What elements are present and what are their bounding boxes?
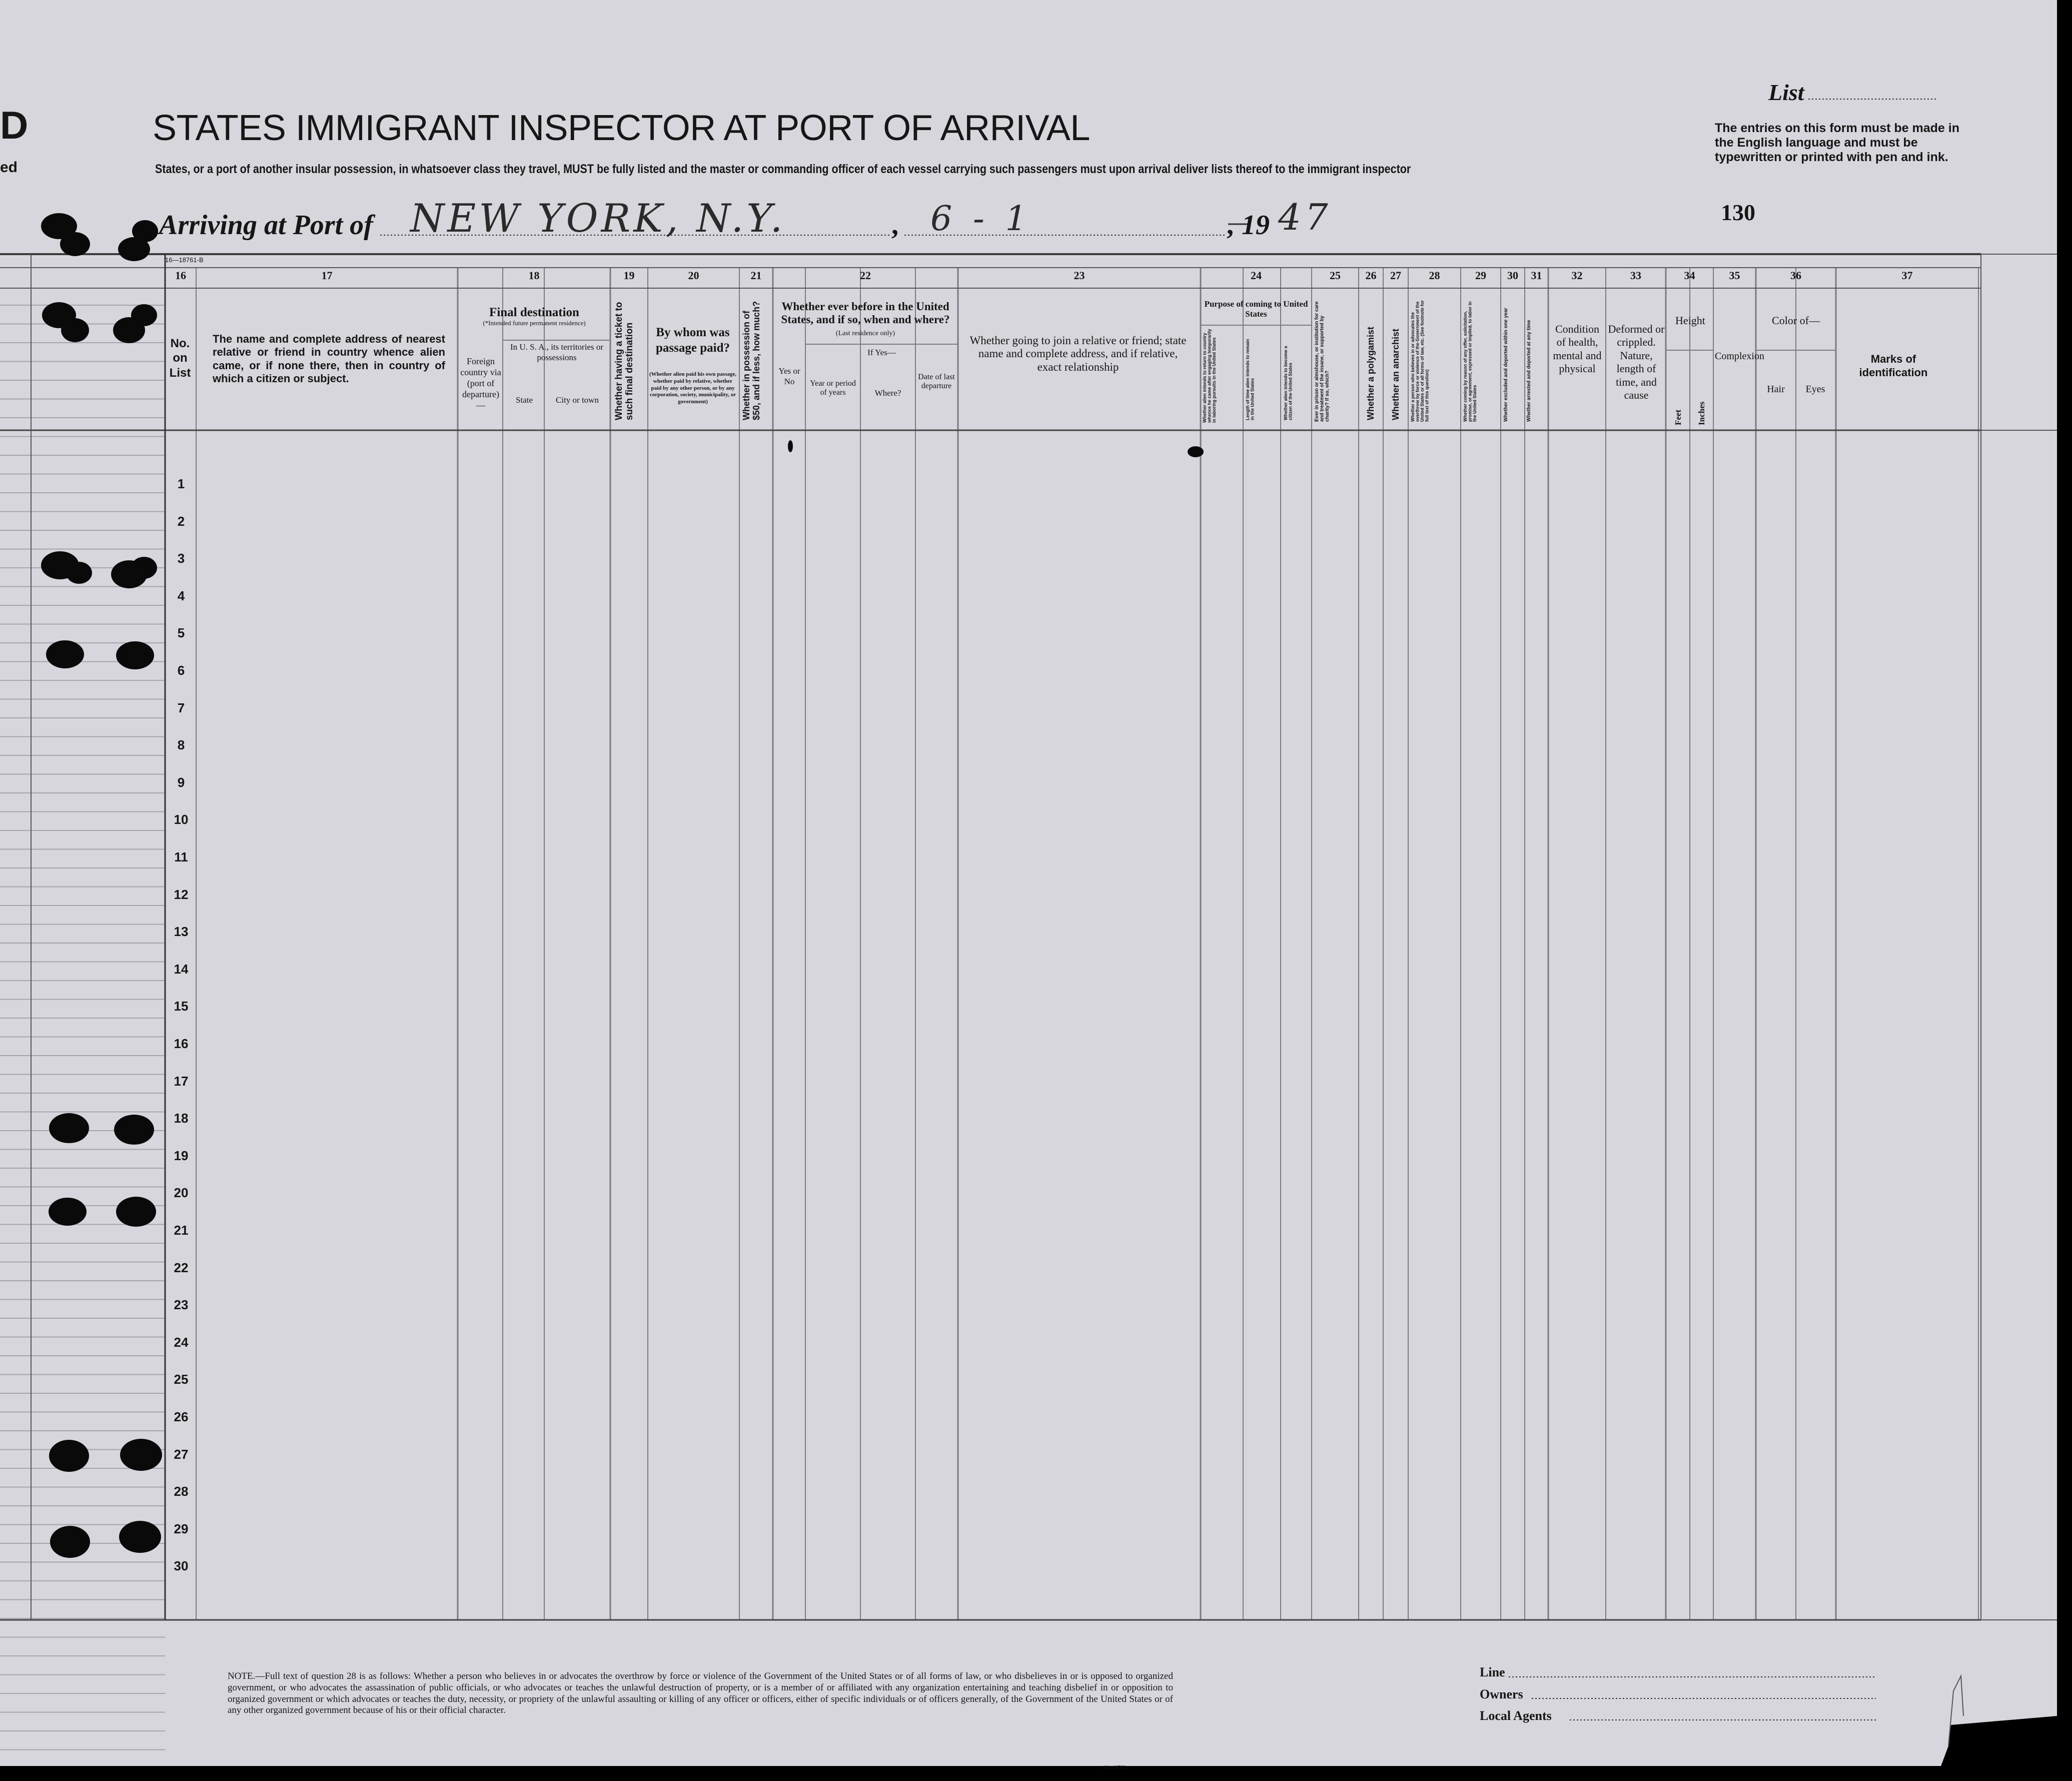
col22-where: Where? — [874, 388, 901, 398]
form-code-bottom: 16—18762 — [1103, 1765, 1126, 1770]
col18-title: Final destination — [489, 306, 579, 319]
column-number: 35 — [1729, 269, 1740, 282]
row-number: 9 — [177, 774, 185, 790]
col36-eyes: Eyes — [1805, 384, 1825, 395]
column-number: 29 — [1475, 269, 1486, 282]
column-number: 36 — [1790, 269, 1801, 282]
page-number: 130 — [1721, 200, 1755, 225]
column-number: 27 — [1390, 269, 1401, 282]
form-code-top: 16—18761-B — [165, 256, 204, 264]
col22-date: Date of last departure — [918, 373, 955, 391]
row-number: 6 — [177, 663, 185, 678]
col36-title: Color of— — [1772, 314, 1820, 327]
col25-header: Ever in prison or almshouse, or institution for care and treatment of the insane, or supported by charity? If so, which? — [1314, 301, 1330, 422]
column-number: 21 — [750, 269, 762, 282]
col22-note: (Last residence only) — [835, 330, 895, 337]
col19-header: Whether having a ticket to such final destination — [614, 302, 635, 420]
row-number: 26 — [174, 1409, 189, 1424]
row-number: 30 — [174, 1558, 189, 1574]
row-number: 25 — [174, 1372, 189, 1387]
col18-usa: In U. S. A., its territories or possessions — [510, 342, 604, 362]
col22-years: Year or period of years — [810, 379, 856, 397]
col22-ifyes: If Yes— — [867, 348, 896, 357]
col32-header: Condition of health, mental and physical — [1553, 323, 1602, 375]
side-fragment-mid: ed — [0, 159, 18, 176]
col16-header: No. on List — [169, 337, 191, 380]
arriving-label: Arriving at Port of — [159, 210, 373, 241]
row-number: 3 — [177, 551, 185, 566]
row-number: 11 — [174, 849, 188, 864]
col22-title: Whether ever before in the United States, and if so, when and where? — [781, 300, 950, 326]
col21-header: Whether in possession of $50, and if less, how much? — [741, 301, 761, 420]
column-number: 32 — [1571, 269, 1583, 282]
row-number: 27 — [174, 1446, 189, 1462]
row-number: 10 — [174, 812, 189, 827]
row-number: 12 — [174, 886, 189, 902]
col18-city: City or town — [556, 395, 599, 405]
column-number: 31 — [1531, 269, 1542, 282]
col35-header: Complexion — [1715, 351, 1764, 362]
row-number: 16 — [174, 1036, 189, 1051]
owners-label: Owners — [1480, 1687, 1523, 1701]
col18-foreign: Foreign country via (port of departure)— — [460, 356, 501, 410]
col24-title: Purpose of coming to United States — [1204, 299, 1308, 319]
column-number: 22 — [860, 269, 871, 282]
row-number: 22 — [174, 1260, 189, 1275]
column-number: 37 — [1901, 269, 1913, 282]
column-number: 34 — [1684, 269, 1695, 282]
date-value: 6 - 1 — [930, 199, 1032, 239]
footnote-q28: NOTE.—Full text of question 28 is as follows: Whether a person who believes in or advocates the overthrow by force or violence of the Government of the United States or of all forms of law, or who disbelieves in or is opposed to organized government, or who advocates the assassination of public officials, or who advocates or teaches the unlawful destruction of property, or is a member of or affiliated with any organization entertaining and teaching disbelief in or opposition to organized government or which advocates or teaches the duty, necessity, or propriety of the unlawful assaulting or killing of any officer or officers, either of specific individuals or of officers generally, of the Government of the United States or of any other organized government because of his or their official character. — [228, 1671, 1173, 1716]
col31-header: Whether arrested and deported at any time — [1526, 320, 1532, 422]
col18-state: State — [516, 395, 533, 405]
column-number: 19 — [623, 269, 635, 282]
row-number: 13 — [174, 924, 189, 940]
row-number: 28 — [174, 1484, 189, 1499]
col30-header: Whether excluded and deported within one year — [1503, 308, 1509, 422]
row-number: 20 — [174, 1185, 189, 1201]
column-number: 26 — [1365, 269, 1377, 282]
col17-header: The name and complete address of nearest relative or friend in country whence alien came, or if none there, then in country of which a citizen or subject. — [213, 333, 445, 385]
col18-note: (*Intended future permanent residence) — [483, 319, 586, 327]
col20-title: By whom was passage paid? — [656, 326, 730, 355]
col33-header: Deformed or crippled. Nature, length of time, and cause — [1608, 323, 1665, 401]
row-number: 23 — [174, 1297, 189, 1313]
column-number: 23 — [1074, 269, 1085, 282]
side-fragment-top: D — [0, 103, 29, 147]
page-title: STATES IMMIGRANT INSPECTOR AT PORT OF ARRIVAL — [153, 108, 1090, 148]
col23-header: Whether going to join a relative or friend; state name and complete address, and if relative, exact relationship — [969, 334, 1187, 373]
col24-citizen: Whether alien intends to become a citizen of the United States — [1283, 346, 1293, 420]
col37-header: Marks of identification — [1859, 353, 1928, 379]
instructions-note: The entries on this form must be made in the English language and must be typewritten or printed with pen and ink. — [1715, 121, 1959, 164]
row-number: 17 — [174, 1073, 189, 1089]
column-number: 25 — [1330, 269, 1341, 282]
col29-header: Whether coming by reason of any offer, solicitation, promise, or agreement, expressed or implied, to labor in the United States — [1463, 301, 1477, 422]
line-label: Line — [1480, 1665, 1505, 1679]
row-number: 2 — [177, 513, 185, 529]
col24-return: Whether alien intends to return to country whence he came after engaging temporarily in laboring pursuits in the United States — [1202, 329, 1217, 423]
row-number: 8 — [177, 737, 185, 753]
col24-length: Length of time alien intends to remain in the United States — [1245, 339, 1255, 420]
local-agents-label: Local Agents — [1480, 1708, 1552, 1723]
col27-header: Whether an anarchist — [1391, 328, 1401, 420]
year-prefix: 19 — [1242, 210, 1270, 241]
port-value: NEW YORK, N.Y. — [410, 196, 786, 241]
row-number: 7 — [177, 700, 185, 715]
row-number: 14 — [174, 961, 189, 977]
col28-header: Whether a person who believes in or advocates the overthrow by force or violence of the Government of the United States or of all forms of law, etc. (See footnote for full text of this question) — [1410, 300, 1430, 422]
column-number: 24 — [1251, 269, 1262, 282]
col26-header: Whether a polygamist — [1366, 326, 1376, 420]
col34-inches: Inches — [1697, 401, 1706, 425]
comma-1: , — [891, 210, 898, 241]
page-subtitle: States, or a port of another insular possession, in whatsoever class they travel, MUST be fully listed and the master or commanding officer of each vessel carrying such passengers must upon arrival deliver lists thereof to the immigrant inspector — [155, 162, 1411, 176]
row-number: 5 — [177, 625, 185, 641]
col22-yesno: Yes or No — [778, 366, 800, 386]
row-number: 19 — [174, 1148, 189, 1163]
column-number: 16 — [175, 269, 186, 282]
year-suffix: 47 — [1278, 196, 1332, 238]
row-number: 4 — [177, 588, 185, 603]
row-number: 21 — [174, 1223, 189, 1238]
column-number: 20 — [688, 269, 699, 282]
column-number: 30 — [1507, 269, 1518, 282]
row-number: 24 — [174, 1334, 189, 1350]
list-label: List — [1768, 80, 1804, 105]
row-number: 29 — [174, 1521, 189, 1536]
comma-2: , — [1227, 210, 1234, 241]
row-number: 18 — [174, 1111, 189, 1126]
col36-hair: Hair — [1767, 384, 1785, 395]
col34-feet: Feet — [1673, 409, 1683, 425]
column-number: 33 — [1630, 269, 1641, 282]
row-number: 1 — [177, 476, 185, 491]
column-number: 18 — [528, 269, 540, 282]
row-number: 15 — [174, 999, 189, 1014]
column-number: 17 — [321, 269, 333, 282]
column-number: 28 — [1429, 269, 1440, 282]
col20-note: (Whether alien paid his own passage, whether paid by relative, whether paid by any other person, or by any corporation, society, municipality, or government) — [649, 371, 736, 405]
col34-title: Height — [1675, 314, 1705, 327]
